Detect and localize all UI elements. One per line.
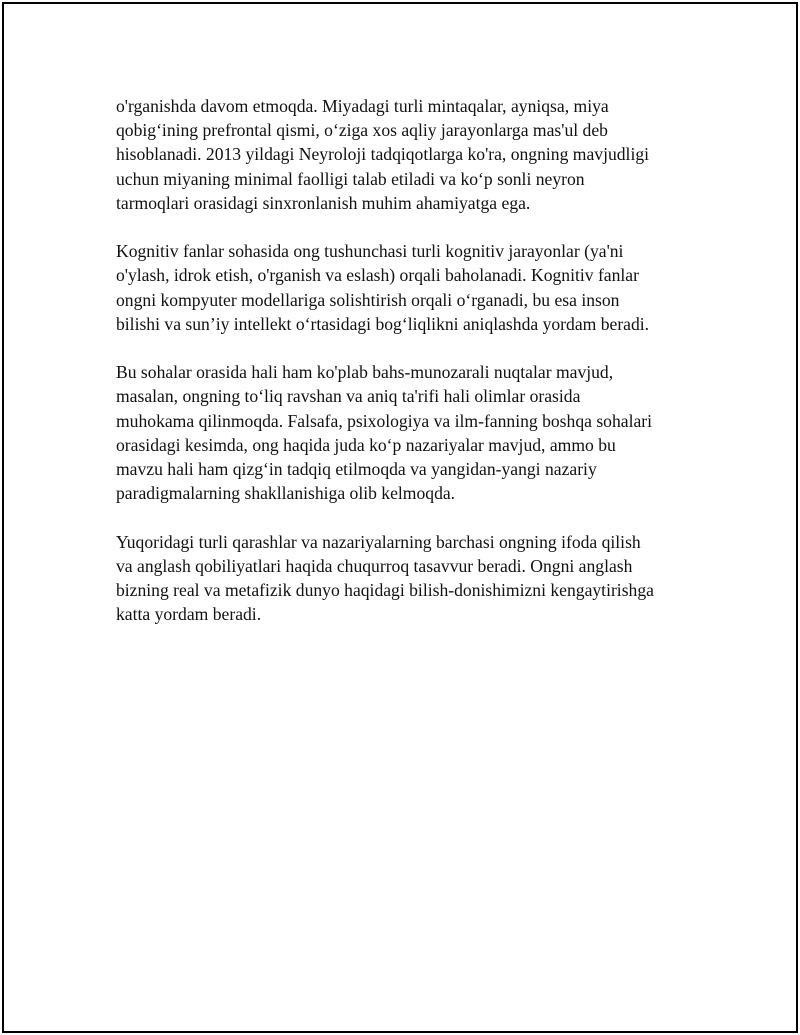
paragraph-line: mavzu hali ham qizg‘in tadqiq etilmoqda va yangidan-yangi nazariy bbox=[116, 459, 597, 480]
paragraph-3 bbox=[116, 360, 686, 505]
paragraph-2 bbox=[116, 239, 686, 336]
paragraph-line: o'rganishda davom etmoqda. Miyadagi turli mintaqalar, ayniqsa, miya bbox=[116, 96, 609, 116]
paragraph-line: ongni kompyuter modellariga solishtirish orqali o‘rganadi, bu esa inson bbox=[116, 289, 620, 310]
paragraph-line: va anglash qobiliyatlari haqida chuqurroq tasavvur beradi. Ongni anglash bbox=[116, 555, 633, 576]
paragraph-line: o'ylash, idrok etish, o'rganish va eslash) orqali baholanadi. Kognitiv fanlar bbox=[116, 265, 639, 286]
paragraph-line: hisoblanadi. 2013 yildagi Neyroloji tadqiqotlarga ko'ra, ongning mavjudligi bbox=[116, 144, 650, 165]
paragraph-line: bizning real va metafizik dunyo haqidagi bilish-donishimizni kengaytirishga bbox=[116, 580, 654, 601]
paragraph-line: muhokama qilinmoqda. Falsafa, psixologiya va ilm-fanning boshqa sohalari bbox=[116, 410, 653, 431]
paragraph-line: bilishi va sun’iy intellekt o‘rtasidagi bog‘liqlikni aniqlashda yordam beradi. bbox=[116, 313, 650, 334]
paragraph-line: orasidagi kesimda, ong haqida juda ko‘p nazariyalar mavjud, ammo bu bbox=[116, 434, 616, 455]
paragraph-line: Yuqoridagi turli qarashlar va nazariyalarning barchasi ongning ifoda qilish bbox=[116, 531, 641, 552]
paragraph-4 bbox=[116, 530, 686, 627]
paragraph-line: tarmoqlari orasidagi sinxronlanish muhim ahamiyatga ega. bbox=[116, 192, 531, 213]
paragraph-line: Kognitiv fanlar sohasida ong tushunchasi turli kognitiv jarayonlar (ya'ni bbox=[116, 241, 624, 262]
paragraph-line: paradigmalarning shakllanishiga olib kelmoqda. bbox=[116, 483, 456, 504]
document-body bbox=[116, 94, 686, 651]
paragraph-line: uchun miyaning minimal faolligi talab etiladi va ko‘p sonli neyron bbox=[116, 168, 585, 189]
paragraph-line: qobig‘ining prefrontal qismi, o‘ziga xos aqliy jarayonlarga mas'ul deb bbox=[116, 120, 608, 141]
paragraph-line: masalan, ongning to‘liq ravshan va aniq ta'rifi hali olimlar orasida bbox=[116, 386, 581, 407]
paragraph-line: Bu sohalar orasida hali ham ko'plab bahs-munozarali nuqtalar mavjud, bbox=[116, 362, 614, 383]
paragraph-1 bbox=[116, 94, 686, 215]
paragraph-line: katta yordam beradi. bbox=[116, 604, 262, 625]
